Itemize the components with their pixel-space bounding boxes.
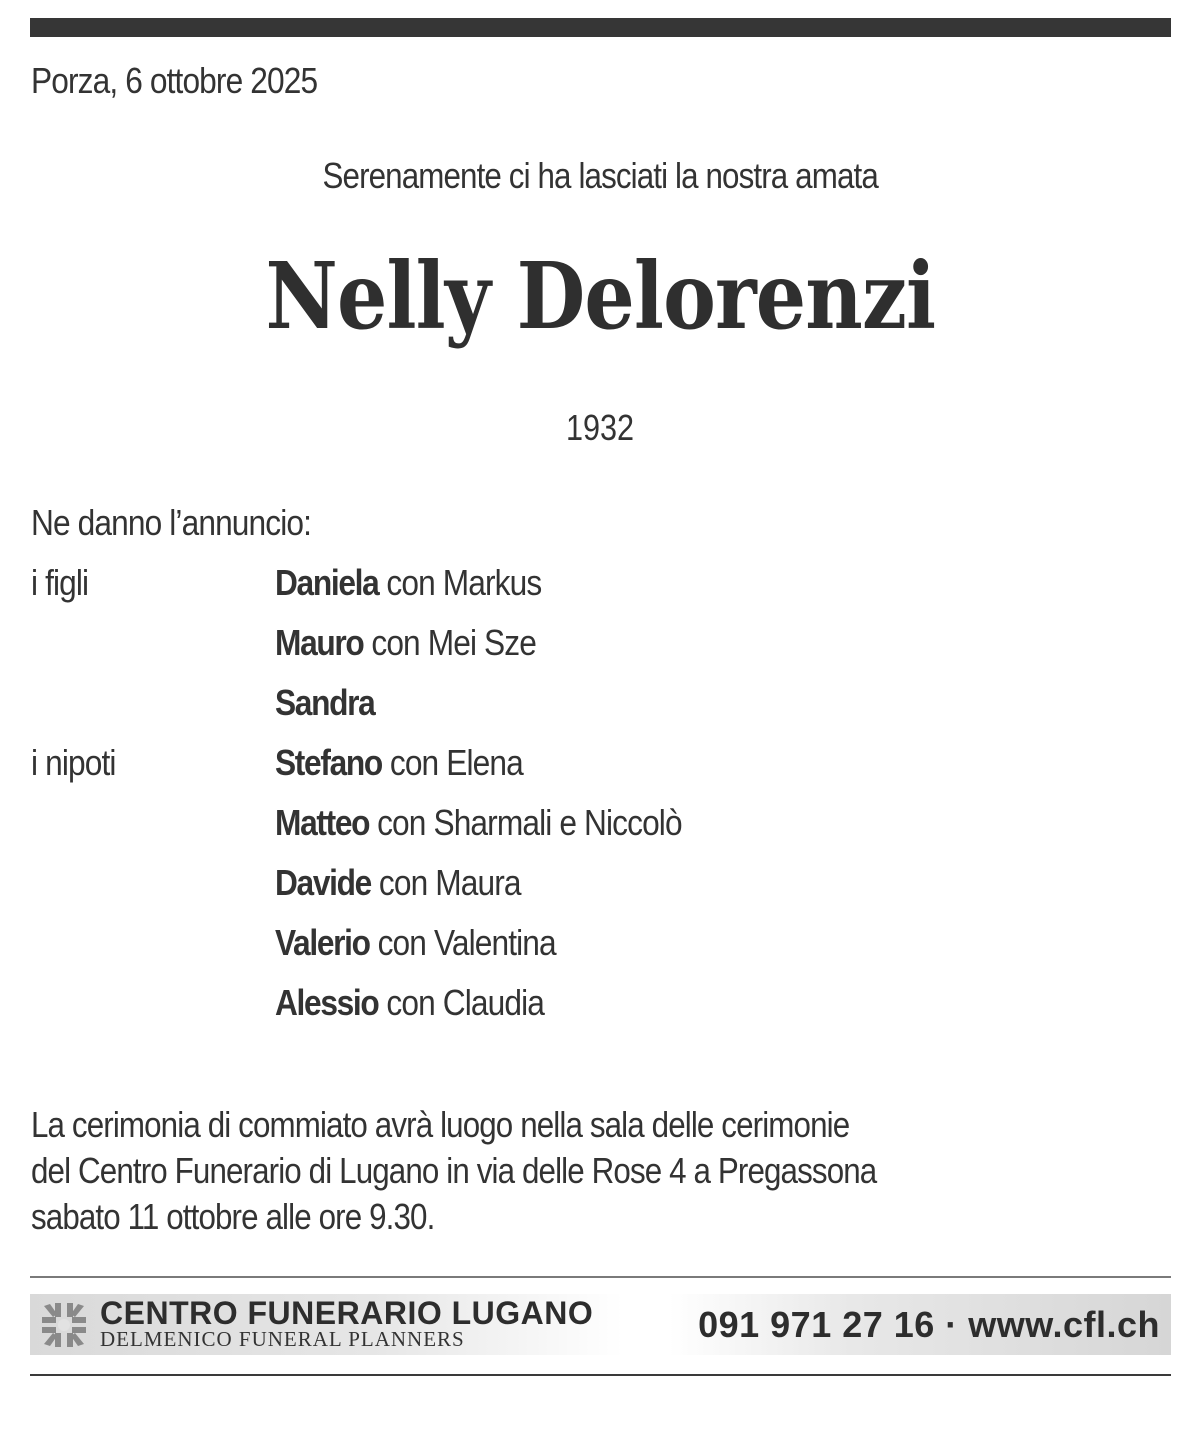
family-member bbox=[275, 980, 544, 1026]
family-member bbox=[275, 560, 541, 606]
family-member bbox=[275, 680, 374, 726]
intro-text-content: Serenamente ci ha lasciati la nostra amata bbox=[322, 155, 878, 196]
member-partner: con Elena bbox=[381, 742, 523, 783]
member-name: Mauro bbox=[275, 622, 364, 663]
footer-rule-top bbox=[30, 1276, 1171, 1278]
member-name: Valerio bbox=[275, 922, 370, 963]
footer-rule-bottom bbox=[30, 1374, 1171, 1376]
contact-phone-website: 091 971 27 16 · www.cfl.ch bbox=[698, 1304, 1160, 1345]
family-member bbox=[275, 920, 556, 966]
deceased-name-text: Nelly Delorenzi bbox=[265, 242, 935, 350]
member-partner: con Sharmali e Niccolò bbox=[369, 802, 682, 843]
ceremony-line: del Centro Funerario di Lugano in via delle Rose 4 a Pregassona bbox=[31, 1150, 877, 1191]
family-member bbox=[275, 620, 536, 666]
place-date: Porza, 6 ottobre 2025 bbox=[31, 60, 318, 101]
intro-text bbox=[0, 153, 1200, 199]
family-member bbox=[275, 860, 521, 906]
member-name: Daniela bbox=[275, 562, 379, 603]
member-partner: con Markus bbox=[378, 562, 542, 603]
top-divider-bar bbox=[30, 18, 1171, 37]
member-name: Stefano bbox=[275, 742, 382, 783]
member-name: Davide bbox=[275, 862, 371, 903]
member-partner: con Mei Sze bbox=[363, 622, 537, 663]
member-partner: con Maura bbox=[370, 862, 521, 903]
group-label-figli: i figli bbox=[31, 562, 89, 603]
family-member bbox=[275, 800, 682, 846]
deceased-name bbox=[0, 236, 1200, 356]
member-name: Alessio bbox=[275, 982, 379, 1023]
member-partner: con Valentina bbox=[369, 922, 556, 963]
birth-year-text: 1932 bbox=[565, 407, 635, 448]
member-partner: con Claudia bbox=[378, 982, 545, 1023]
member-name: Matteo bbox=[275, 802, 370, 843]
cfl-star-logo-icon bbox=[42, 1302, 86, 1348]
ceremony-line: La cerimonia di commiato avrà luogo nella sala delle cerimonie bbox=[31, 1104, 850, 1145]
group-label-nipoti: i nipoti bbox=[31, 742, 116, 783]
announce-heading: Ne danno l’annuncio: bbox=[31, 502, 312, 543]
ceremony-details bbox=[31, 1102, 1075, 1240]
company-subtitle: DELMENICO FUNERAL PLANNERS bbox=[100, 1327, 465, 1351]
member-name: Sandra bbox=[275, 682, 375, 723]
ceremony-line: sabato 11 ottobre alle ore 9.30. bbox=[31, 1196, 435, 1237]
company-name: CENTRO FUNERARIO LUGANO bbox=[100, 1295, 594, 1331]
family-member bbox=[275, 740, 523, 786]
birth-year bbox=[0, 405, 1200, 451]
